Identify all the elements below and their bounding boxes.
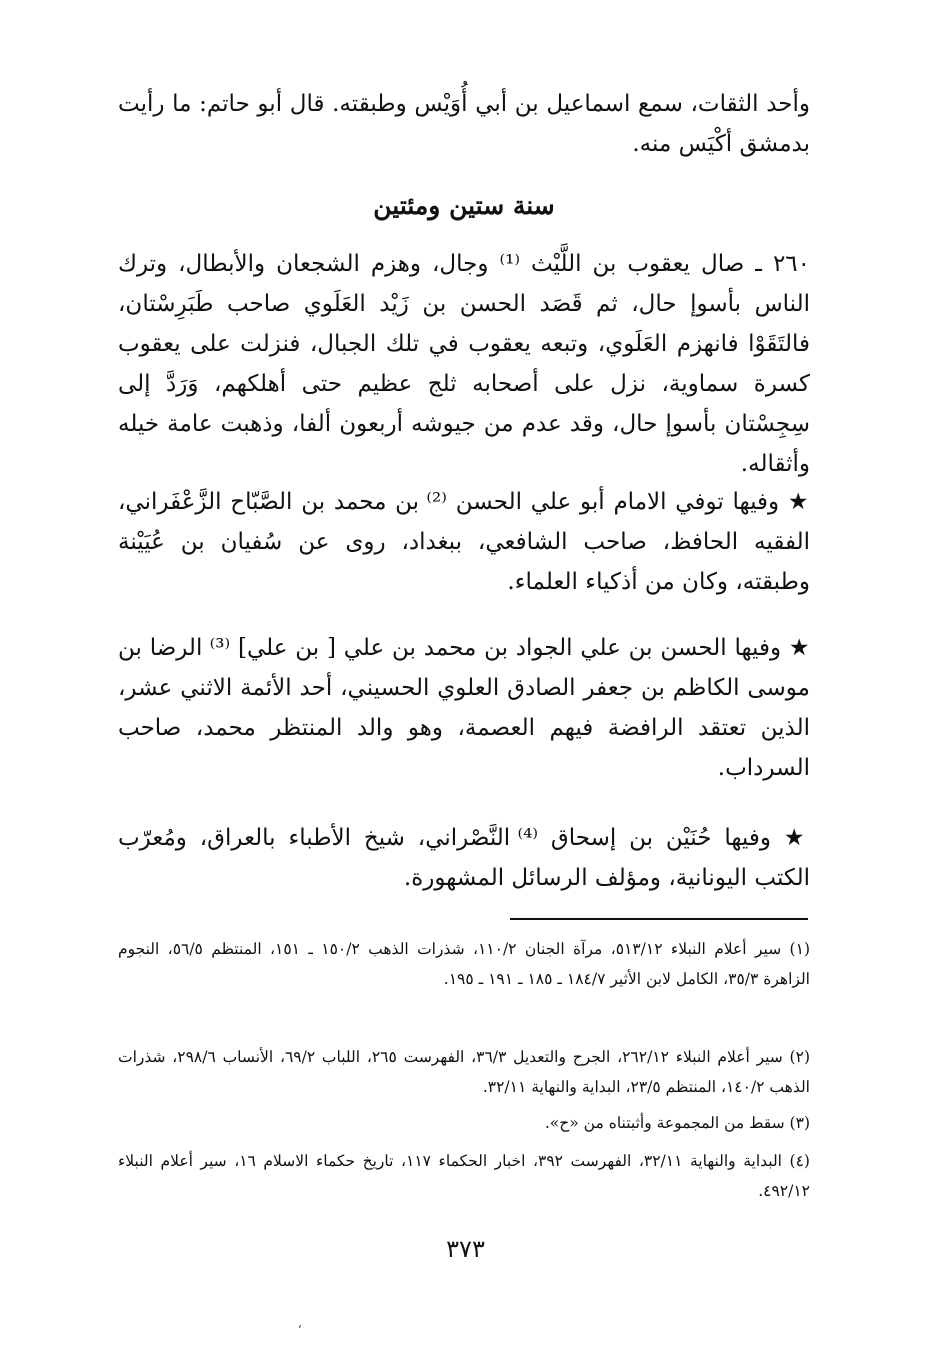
footnote-4: (٤) البداية والنهاية ٣٢/١١، الفهرست ٣٩٢، اخبار الحكماء ١١٧، تاريخ حكماء الاسلام ١٦، سير أعلام النبلاء ٤٩٢/١٢. — [118, 1152, 810, 1200]
footnote-divider — [510, 918, 808, 920]
page-number: ٣٧٣ — [446, 1235, 485, 1263]
entry-paragraph-hasan-askari: ★ وفيها الحسن بن علي الجواد بن محمد بن علي [ بن علي] ⁽³⁾ الرضا بن موسى الكاظم بن جعفر الصادق العلوي الحسيني، أحد الأئمة الاثني عشر، الذين تعتقد الرافضة فيهم العصمة، وهو والد المنتظر محمد، صاحب السرداب. — [118, 635, 810, 781]
entry-paragraph-zafarani: ★ وفيها توفي الامام أبو علي الحسن ⁽²⁾ بن محمد بن الصَّبّاح الزَّعْفَراني، الفقيه الحافظ، صاحب الشافعي، ببغداد، روى عن سُفيان بن عُيَيْنة وطبقته، وكان من أذكياء العلماء. — [118, 489, 810, 595]
entry-paragraph-260: ٢٦٠ ـ صال يعقوب بن اللَّيْث ⁽¹⁾ وجال، وهزم الشجعان والأبطال، وترك الناس بأسوإ حال، ثم قَصَد الحسن بن زَيْد العَلَوي صاحب طَبَرِسْتان، فالتَقَوْا فانهزم العَلَوي، وتبعه يعقوب في تلك الجبال، فنزلت على يعقوب كسرة سماوية، نزل على أصحابه ثلج عظيم حتى أهلكهم، وَرَدَّ إلى سِجِسْتان بأسوإ حال، وقد عدم من جيوشه أربعون ألفا، وذهبت عامة خيله وأثقاله. — [118, 251, 810, 477]
top-paragraph: وأحد الثقات، سمع اسماعيل بن أبي أُوَيْس وطبقته. قال أبو حاتم: ما رأيت بدمشق أكْيَس منه. — [118, 91, 810, 157]
section-heading: سنة ستين ومئتين — [373, 191, 555, 220]
footnote-3: (٣) سقط من المجموعة وأثبتناه من «ح». — [544, 1114, 810, 1132]
footnote-2: (٢) سير أعلام النبلاء ٢٦٢/١٢، الجرح والتعديل ٣٦/٣، الفهرست ٢٦٥، اللباب ٦٩/٢، الأنساب ٢٩٨/٦، شذرات الذهب ١٤٠/٢، المنتظم ٢٣/٥، البداية والنهاية ٣٢/١١. — [118, 1048, 810, 1096]
print-speck-mark: ٬ — [298, 1323, 302, 1337]
footnote-1: (١) سير أعلام النبلاء ٥١٣/١٢، مرآة الجنان ١١٠/٢، شذرات الذهب ١٥٠/٢ ـ ١٥١، المنتظم ٥٦/٥، النجوم الزاهرة ٣٥/٣، الكامل لابن الأثير ١٨٤/٧ ـ ١٨٥ ـ ١٩١ ـ ١٩٥. — [118, 940, 810, 988]
entry-paragraph-hunayn: ★ وفيها حُنَيْن بن إسحاق ⁽⁴⁾ النَّصْراني، شيخ الأطباء بالعراق، ومُعرّب الكتب اليونانية، ومؤلف الرسائل المشهورة. — [118, 825, 810, 891]
